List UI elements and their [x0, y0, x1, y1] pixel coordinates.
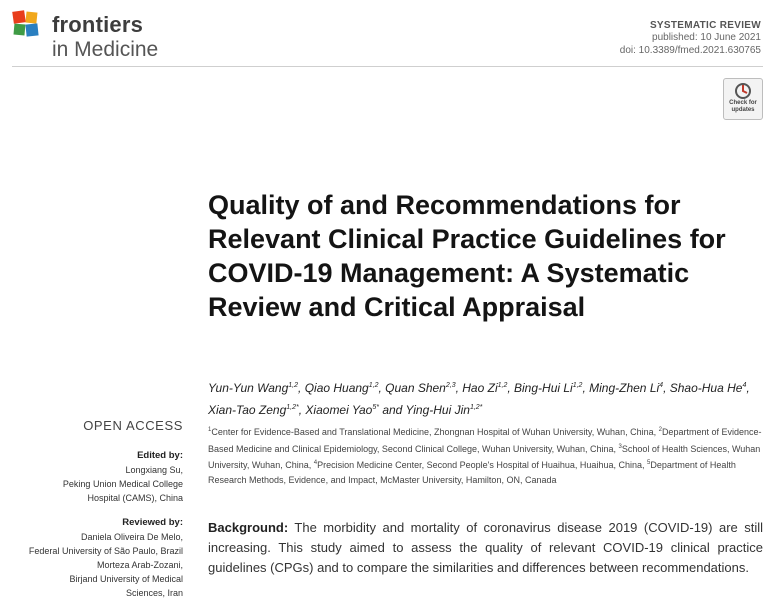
edited-by-block	[0, 449, 183, 505]
reviewed-by-label: Reviewed by:	[122, 517, 183, 528]
affiliation-text: Department of Evidence-Based Medicine and Clinical Epidemiology, Second Clinical College, Wuhan University, Wuhan, China,	[208, 427, 762, 454]
logo-square-green	[13, 24, 25, 36]
author-separator: ,	[298, 403, 306, 417]
reviewer-line: Sciences, Iran	[125, 588, 183, 598]
author-affiliation-marker: 2,3	[445, 382, 456, 389]
affiliation-text: Center for Evidence-Based and Translational Medicine, Zhongnan Hospital of Wuhan University, Wuhan, China,	[211, 427, 659, 437]
author-separator: and	[378, 403, 406, 417]
author-separator: ,	[507, 381, 515, 395]
journal-logo[interactable]	[12, 10, 172, 62]
author-name[interactable]: Bing-Hui Li	[514, 381, 573, 395]
author-affiliation-marker: 4	[659, 382, 664, 389]
abstract-background	[208, 518, 763, 578]
article-title: Quality of and Recommendations for Relevant Clinical Practice Guidelines for COVID-19 Management: A Systematic Review and Critical Appraisal	[208, 190, 726, 322]
check-for-updates-button[interactable]	[723, 78, 763, 120]
logo-square-red	[12, 10, 26, 24]
author-name[interactable]: Qiao Huang	[304, 381, 369, 395]
open-access-label: OPEN ACCESS	[83, 418, 183, 433]
editor-line: Peking Union Medical College	[62, 479, 183, 489]
author-affiliation-marker: 1,2*	[286, 404, 299, 411]
doi-link[interactable]: doi: 10.3389/fmed.2021.630765	[619, 45, 761, 56]
author-separator: ,	[378, 381, 386, 395]
author-list	[208, 376, 763, 420]
author-name[interactable]: Hao Zi	[462, 381, 498, 395]
reviewer-line: Daniela Oliveira De Melo,	[80, 532, 183, 542]
edited-by-label: Edited by:	[137, 450, 183, 461]
affiliation-text: School of Health Sciences, Wuhan University, Wuhan, China,	[208, 443, 761, 470]
author-name[interactable]: Xian-Tao Zeng	[208, 403, 287, 417]
article-meta	[620, 20, 761, 57]
author-name[interactable]: Yun-Yun Wang	[208, 381, 289, 395]
affiliation-number: 4	[313, 460, 318, 466]
author-affiliation-marker: 5*	[372, 404, 379, 411]
affiliation-number: 2	[658, 427, 662, 433]
author-separator: ,	[298, 381, 305, 395]
check-label-line1: Check for	[729, 100, 757, 106]
brand-name: frontiers	[52, 12, 144, 37]
affiliation-text: Department of Health Research Methods, Evidence, and Impact, McMaster University, Hamilton, ON, Canada	[208, 460, 736, 485]
author-separator: ,	[455, 381, 463, 395]
check-label-line2: updates	[731, 107, 755, 113]
reviewer-line: Morteza Arab-Zozani,	[96, 560, 183, 570]
author-affiliation-marker: 1,2	[572, 382, 583, 389]
abstract-text: The morbidity and mortality of coronavirus disease 2019 (COVID-19) are still increasing. This study aimed to assess the quality of relevant COVID-19 clinical practice guidelines (CPGs) and to compare the similarities and differences between recommendations.	[208, 520, 763, 575]
abstract-section-label: Background:	[208, 520, 289, 535]
author-name[interactable]: Ming-Zhen Li	[589, 381, 660, 395]
affiliation-number: 1	[208, 427, 212, 433]
bookmark-refresh-icon	[734, 82, 752, 100]
logo-square-blue	[25, 23, 38, 36]
logo-square-yellow	[25, 12, 37, 24]
author-affiliation-marker: 4	[742, 382, 747, 389]
affiliation-number: 3	[618, 443, 622, 450]
author-separator: ,	[746, 381, 750, 395]
editor-line: Hospital (CAMS), China	[87, 493, 183, 503]
author-affiliation-marker: 1,2*	[469, 404, 483, 411]
author-name[interactable]: Shao-Hua He	[669, 381, 743, 395]
reviewed-by-block	[0, 516, 183, 600]
header-divider	[12, 66, 763, 67]
article-type: SYSTEMATIC REVIEW	[649, 20, 761, 31]
author-separator: ,	[663, 381, 670, 395]
brand-subtitle: in Medicine	[52, 38, 159, 61]
author-name[interactable]: Ying-Hui Jin	[405, 403, 470, 417]
author-separator: ,	[582, 381, 590, 395]
author-name[interactable]: Xiaomei Yao	[305, 403, 373, 417]
editor-line: Longxiang Su,	[125, 465, 183, 475]
published-date: published: 10 June 2021	[652, 32, 761, 43]
author-name[interactable]: Quan Shen	[385, 381, 446, 395]
author-affiliation-marker: 1,2	[497, 382, 508, 389]
author-affiliation-marker: 1,2	[368, 382, 379, 389]
author-affiliation-marker: 1,2	[288, 382, 299, 389]
reviewer-line: Birjand University of Medical	[69, 574, 183, 584]
reviewer-line: Federal University of São Paulo, Brazil	[28, 546, 183, 556]
frontiers-logo-icon	[12, 10, 40, 38]
affiliation-number: 5	[646, 460, 651, 466]
affiliations	[208, 423, 763, 487]
affiliation-text: Precision Medicine Center, Second People's Hospital of Huaihua, Huaihua, China,	[317, 460, 647, 470]
